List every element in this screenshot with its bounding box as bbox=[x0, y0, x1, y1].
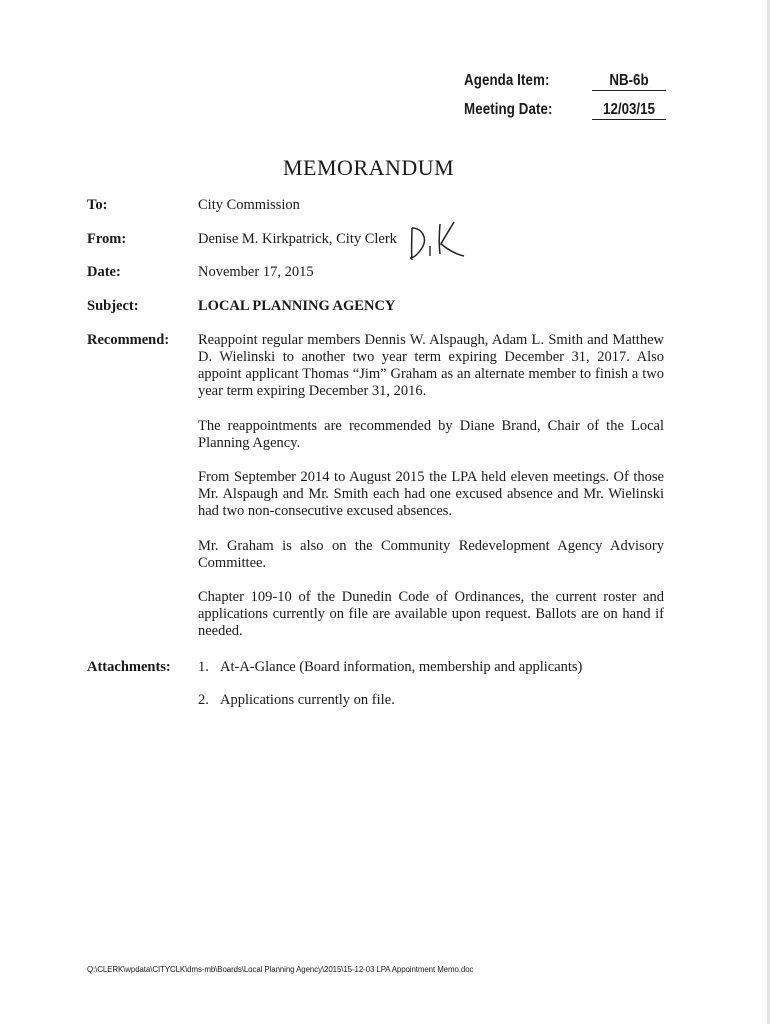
footer-file-path: Q:\CLERK\wpdata\CITYCLK\dms-mb\Boards\Local Planning Agency\2015\15-12-03 LPA Appointment Memo.doc bbox=[87, 964, 474, 974]
meeting-date-value: 12/03/15 bbox=[592, 101, 666, 120]
from-value: Denise M. Kirkpatrick, City Clerk bbox=[198, 231, 397, 247]
memo-title: MEMORANDUM bbox=[283, 155, 455, 180]
meeting-date-label: Meeting Date: bbox=[464, 101, 553, 118]
recommend-label: Recommend: bbox=[87, 332, 170, 348]
agenda-item-value: NB-6b bbox=[592, 72, 666, 91]
attachments-label: Attachments: bbox=[87, 659, 171, 675]
from-label: From: bbox=[87, 231, 127, 247]
attachment-text: At-A-Glance (Board information, membership and applicants) bbox=[220, 659, 583, 675]
date-value: November 17, 2015 bbox=[198, 264, 314, 280]
attachment-item-2 bbox=[198, 692, 395, 709]
attachment-text: Applications currently on file. bbox=[220, 692, 395, 708]
recommend-paragraph-3: From September 2014 to August 2015 the LPA held eleven meetings. Of those Mr. Alspaugh and Mr. Smith each had one excused absence and Mr. Wielinski had two non-consecutive excused absences. bbox=[198, 469, 664, 519]
attachment-number: 2. bbox=[198, 692, 209, 708]
to-label: To: bbox=[87, 197, 108, 213]
subject-label: Subject: bbox=[87, 298, 139, 314]
recommend-paragraph-4: Mr. Graham is also on the Community Redevelopment Agency Advisory Committee. bbox=[198, 538, 664, 571]
recommend-paragraph-1: Reappoint regular members Dennis W. Alspaugh, Adam L. Smith and Matthew D. Wielinski to another two year term expiring December 31, 2017. Also appoint applicant Thomas “Jim” Graham as an alternate member to finish a two year term expiring December 31, 2016. bbox=[198, 332, 664, 399]
attachment-number: 1. bbox=[198, 659, 209, 675]
recommend-paragraph-2: The reappointments are recommended by Diane Brand, Chair of the Local Planning Agency. bbox=[198, 418, 664, 451]
attachment-item-1 bbox=[198, 659, 582, 676]
signature-initials bbox=[406, 218, 468, 264]
agenda-item-label: Agenda Item: bbox=[464, 72, 550, 89]
date-label: Date: bbox=[87, 264, 121, 280]
to-value: City Commission bbox=[198, 197, 300, 213]
recommend-paragraph-5: Chapter 109-10 of the Dunedin Code of Ordinances, the current roster and applications currently on file are available upon request. Ballots are on hand if needed. bbox=[198, 589, 664, 639]
subject-value: LOCAL PLANNING AGENCY bbox=[198, 298, 396, 314]
